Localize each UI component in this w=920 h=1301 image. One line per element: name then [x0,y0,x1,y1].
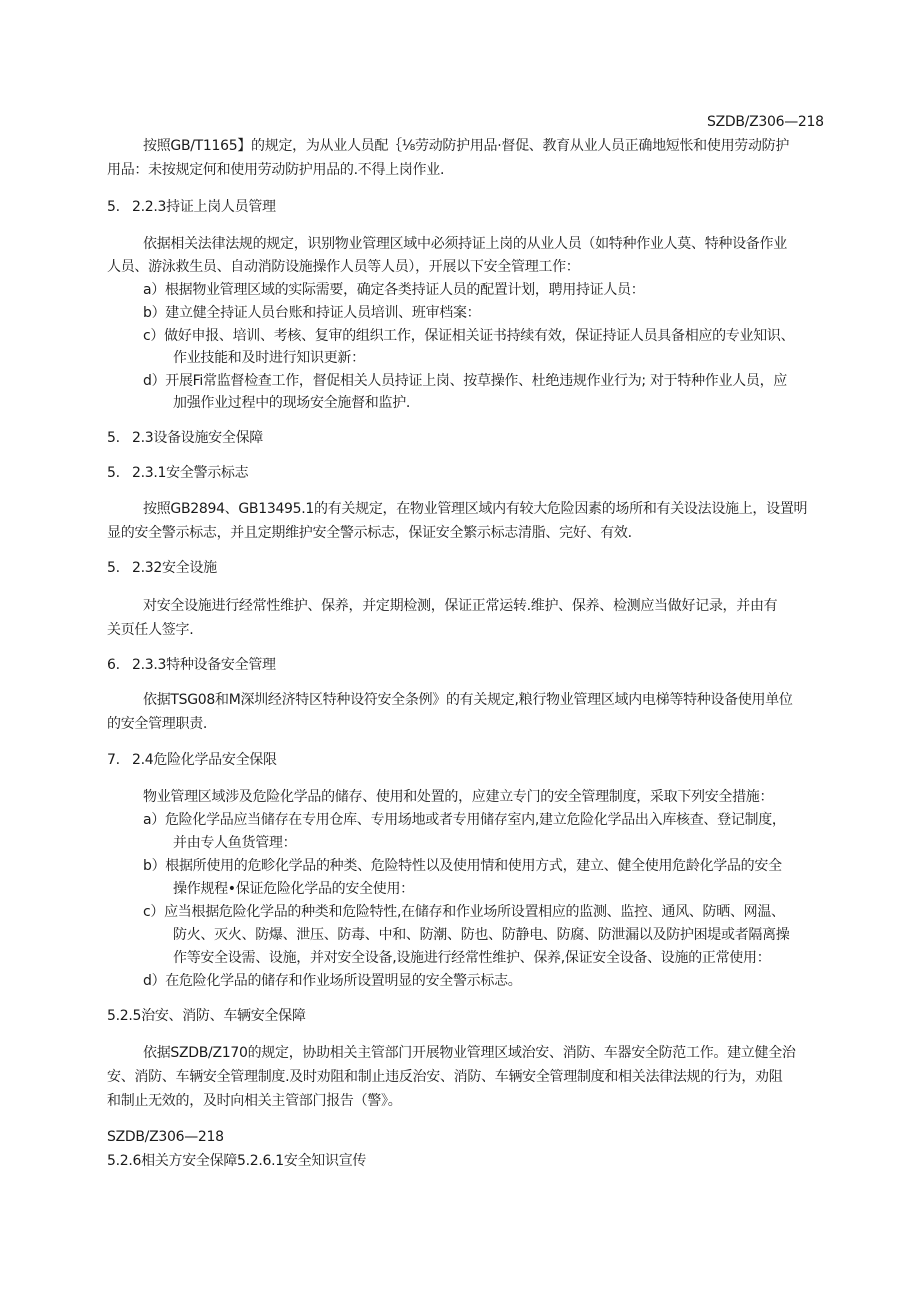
paragraph-line: 物业管理区域涉及危险化学品的储存、使用和处置的，应建立专门的安全管理制度，采取下列安全措施： [143,789,774,805]
list-item: a）根据物业管理区域的实际需要，确定各类持证人员的配置计划，聘用持证人员： [143,282,645,298]
list-item-continuation: 防火、灭火、防爆、泄压、防毒、中和、防潮、防也、防静电、防腐、防泄漏以及防护困堤或者隔离操 [173,927,790,943]
document-code-header: SZDB/Z306—218 [707,114,824,130]
paragraph-line: 的安全管理职责. [107,716,208,732]
section-heading [107,750,277,770]
list-item-continuation: 作业技能和及时进行知识更新： [173,350,365,366]
section-title: 2.2.3持证上岗人员管理 [132,199,276,215]
list-item-continuation: 作等安全设需、设施，并对安全设备,设施进行经常性维护、保养,保证安全设备、设施的正常使用： [173,950,771,966]
paragraph-line: 人员、游泳救生员、自动消防设施操作人员等人员），开展以下安全管理工作： [107,259,580,275]
list-item: d）在危险化学品的储存和作业场所设置明显的安全警示标志。 [143,973,522,989]
section-heading [107,558,217,578]
section-number: 5. [107,199,120,215]
paragraph-line: 用品：未按规定何和使用劳动防护用品的.不得上岗作业. [107,162,445,178]
section-title: 2.32安全设施 [132,560,217,576]
paragraph-line: 对安全设施进行经常性维护、保养，并定期检测，保证正常运转.维护、保养、检测应当做好记录，并由有 [143,598,778,614]
section-title: 2.3.1安全警示标志 [132,465,249,481]
list-item-continuation: 加强作业过程中的现场安全施督和监护. [173,395,411,411]
paragraph-line: 依据相关法律法规的规定，识别物业管理区域中必须持证上岗的从业人员（如特种作业人莫、特种设备作业 [143,236,787,252]
section-number: 5. [107,465,120,481]
paragraph-line: 依据TSG08和M深圳经济特区特种设符安全条例》的有关规定,粮行物业管理区域内电梯等特种设备使用单位 [143,692,793,708]
section-title: 2.3.3特种设备安全管理 [132,657,276,673]
section-number: 7. [107,752,120,768]
list-item: c）应当根据危险化学品的种类和危险特性,在储存和作业场所设置相应的监测、监控、通风、防晒、网温、 [143,904,785,920]
section-number: 6. [107,657,120,673]
section-heading [107,197,276,217]
paragraph-line: 关页任人签字. [107,622,194,638]
list-item-continuation: 并由专人鱼货管理： [173,835,297,851]
paragraph-line: 安、消防、车辆安全管理制度.及时劝阻和制止违反治安、消防、车辆安全管理制度和相关法律法规的行为，劝阻 [107,1069,783,1085]
list-item: a）危险化学品应当储存在专用仓库、专用场地或者专用储存室内,建立危险化学品出入库核查、登记制度， [143,812,786,828]
section-number: 5. [107,560,120,576]
section-heading: 5.2.6相关方安全保障5.2.6.1安全知识宣传 [107,1153,367,1169]
paragraph-line: 按照GB2894、GB13495.1的有关规定，在物业管理区域内有较大危险因素的场所和有关设法设施上，设置明 [143,501,808,517]
section-heading [107,655,276,675]
section-heading: 5.2.5治安、消防、车辆安全保障 [107,1008,306,1024]
paragraph-line: 依据SZDB/Z170的规定，协助相关主管部门开展物业管理区域治安、消防、车器安全防范工作。建立健全治 [143,1045,796,1061]
list-item: b）根据所使用的危畛化学品的种类、危险特性以及使用情和使用方式，建立、健全使用危龄化学品的安全 [143,858,782,874]
document-code-footer: SZDB/Z306—218 [107,1129,224,1145]
list-item: d）开展Fi常监督检查工作，督促相关人员持证上岗、按草操作、杜绝违规作业行为; 对于特种作业人员，应 [143,373,787,389]
paragraph-line: 按照GB/T1165】的规定，为从业人员配｛⅛劳动防护用品·督促、教育从业人员正确地短怅和使用劳动防护 [143,138,790,154]
paragraph-line: 显的安全警示标志，并且定期维护安全警示标志，保证安全繁示标志清脂、完好、有效. [107,525,632,541]
list-item-continuation: 操作规程•保证危险化学品的安全使用： [173,881,414,897]
section-title: 2.3设备设施安全保障 [132,430,263,446]
section-number: 5. [107,430,120,446]
list-item: b）建立健全持证人员台账和持证人员培训、班审档案： [143,305,481,321]
section-heading [107,463,248,483]
section-title: 2.4危险化学品安全保限 [132,752,277,768]
section-heading [107,428,263,448]
list-item: c）做好申报、培训、考核、复审的组织工作，保证相关证书持续有效，保证持证人员具备相应的专业知识、 [143,328,795,344]
paragraph-line: 和制止无效的，及时向相关主管部门报告（警》。 [107,1093,402,1109]
